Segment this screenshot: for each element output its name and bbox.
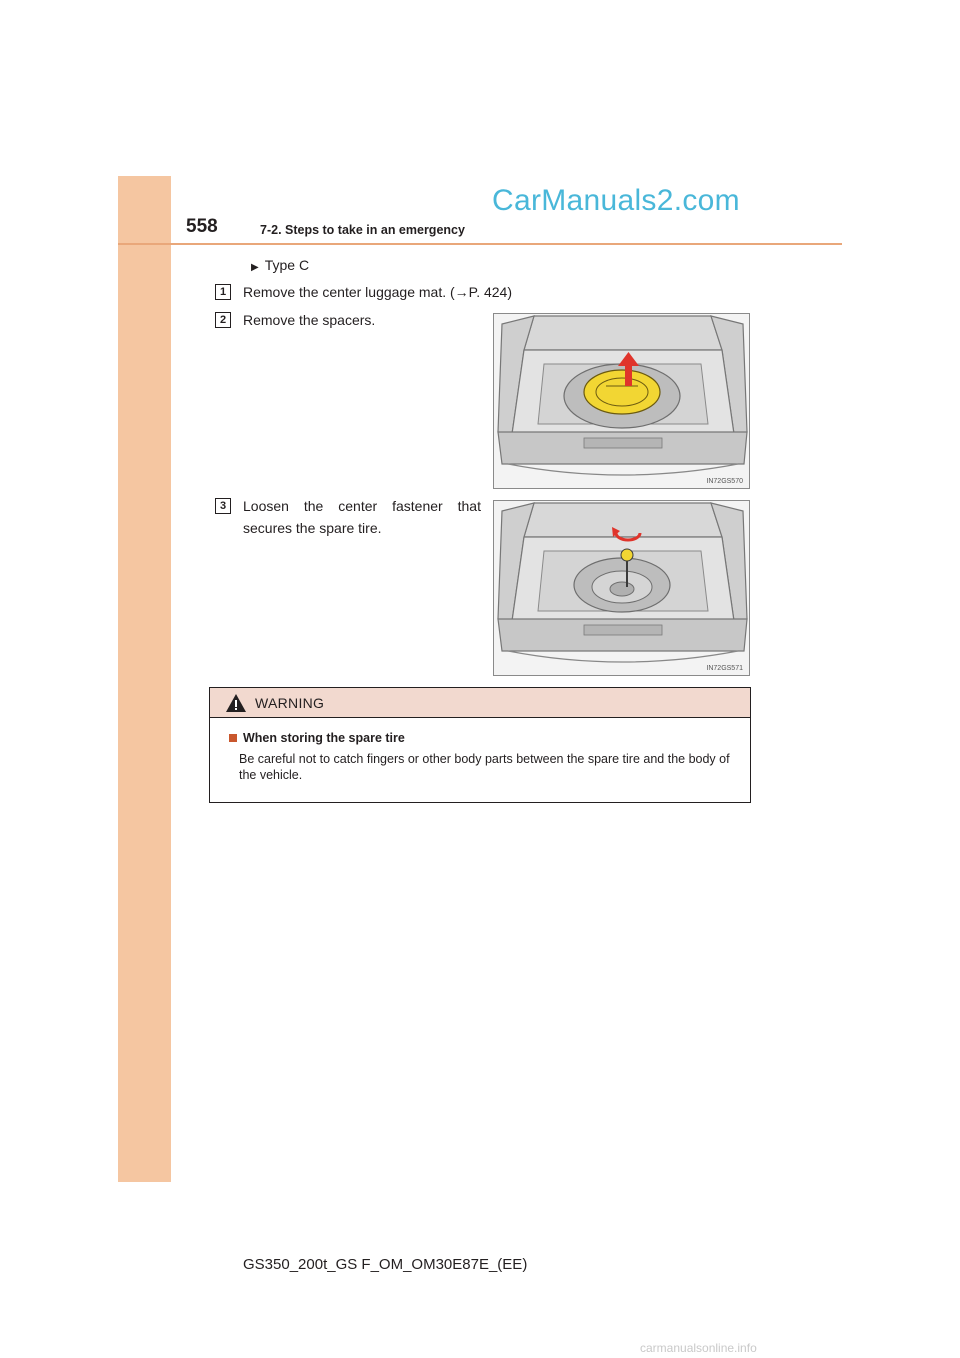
warning-header — [210, 688, 750, 718]
figure-loosen-fastener — [493, 500, 750, 676]
figure-code: IN72GS570 — [706, 478, 743, 485]
step-number-3: 3 — [215, 498, 231, 514]
type-heading — [251, 257, 309, 273]
warning-subheading-text: When storing the spare tire — [243, 731, 405, 745]
footer-site[interactable]: carmanualsonline.info — [640, 1341, 757, 1355]
trunk-fastener-illustration — [494, 501, 750, 676]
trunk-spacer-illustration — [494, 314, 750, 489]
figure-code: IN72GS571 — [706, 665, 743, 672]
page-number: 558 — [186, 216, 218, 237]
step-text-3: Loosen the center fastener that secures the spare tire. — [243, 498, 481, 536]
step-number-1: 1 — [215, 284, 231, 300]
warning-triangle-icon — [225, 693, 247, 713]
watermark-link[interactable]: CarManuals2.com — [492, 184, 740, 217]
figure-remove-spacers — [493, 313, 750, 489]
warning-subheading — [229, 731, 740, 745]
type-label: Type C — [264, 257, 310, 273]
warning-text: Be careful not to catch fingers or other body parts between the spare tire and the body of the vehicle. — [239, 752, 730, 782]
footer-code: GS350_200t_GS F_OM_OM30E87E_(EE) — [243, 1256, 528, 1273]
step-number-2: 2 — [215, 312, 231, 328]
triangle-bullet-icon: ▶ — [251, 262, 259, 273]
section-title: 7-2. Steps to take in an emergency — [260, 223, 465, 237]
header-rule — [118, 243, 842, 245]
side-band — [118, 176, 171, 1182]
warning-body — [210, 718, 750, 783]
step-text-2: Remove the spacers. — [243, 312, 376, 328]
spacer-highlight — [584, 370, 660, 414]
square-bullet-icon — [229, 734, 237, 742]
step-text-1: Remove the center luggage mat. (→P. 424) — [243, 284, 513, 300]
warning-box — [209, 687, 751, 803]
warning-label: WARNING — [255, 694, 325, 711]
